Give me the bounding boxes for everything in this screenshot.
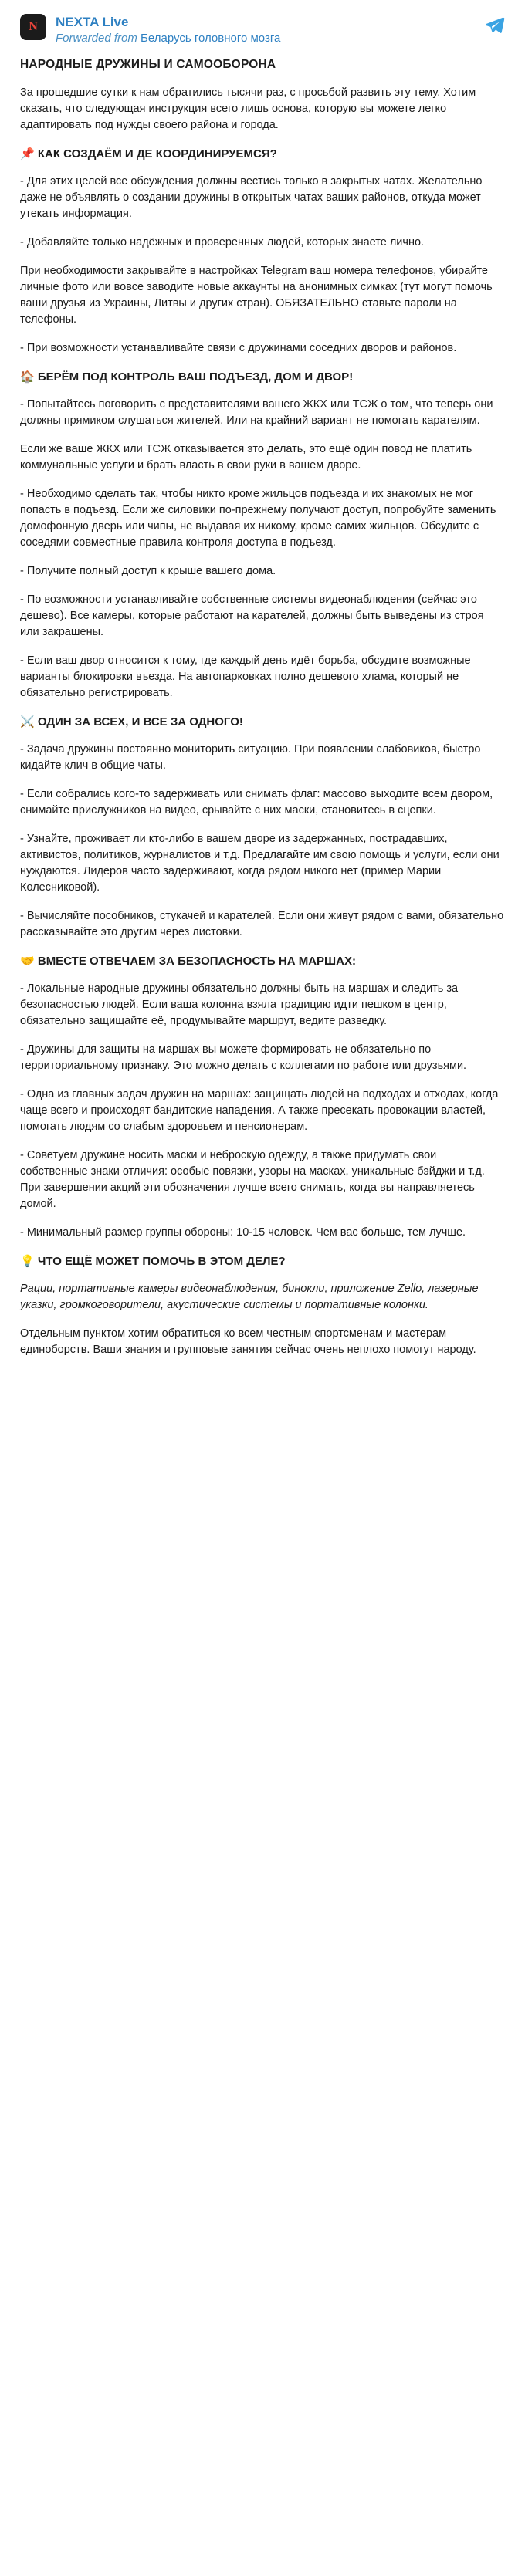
section-control-entrance	[20, 369, 505, 701]
handshake-icon: 🤝	[20, 955, 35, 968]
section-heading	[20, 369, 505, 385]
section-heading	[20, 1253, 505, 1269]
paragraph: - Дружины для защиты на маршах вы можете формировать не обязательно по территориальному признаку. Это можно делать с коллегами по работе или друзьями.	[20, 1043, 467, 1072]
avatar	[20, 14, 46, 40]
paragraph: - Минимальный размер группы обороны: 10-15 человек. Чем вас больше, тем лучше.	[20, 1226, 466, 1239]
section-heading-text: КАК СОЗДАЁМ И ДЕ КООРДИНИРУЕМСЯ?	[37, 147, 277, 161]
paragraph: - Задача дружины постоянно мониторить ситуацию. При появлении слабовиков, быстро кидайте клич в общие чаты.	[20, 743, 481, 772]
post-header	[20, 14, 505, 46]
paragraph: - Получите полный доступ к крыше вашего дома.	[20, 565, 276, 577]
paragraph: - Вычисляйте пособников, стукачей и карателей. Если они живут рядом с вами, обязательно рассказывайте это другим через листовки.	[20, 910, 504, 938]
section-march-safety	[20, 953, 505, 1241]
house-icon: 🏠	[20, 370, 35, 384]
intro-paragraph: За прошедшие сутки к нам обратились тысячи раз, с просьбой развить эту тему. Хотим сказать, что следующая инструкция всего лишь основа, которую вы можете легко адаптировать под нужды своего района и города.	[20, 86, 476, 131]
section-heading-text: БЕРЁМ ПОД КОНТРОЛЬ ВАШ ПОДЪЕЗД, ДОМ И ДВОР!	[37, 370, 354, 384]
section-one-for-all	[20, 714, 505, 941]
section-what-else-helps	[20, 1253, 505, 1358]
forwarded-source[interactable]: Беларусь головного мозга	[141, 32, 281, 45]
avatar-logo-mark: N	[29, 20, 38, 33]
page-title: НАРОДНЫЕ ДРУЖИНЫ И САМООБОРОНА	[20, 58, 276, 71]
paragraph: - Если собрались кого-то задерживать или снимать флаг: массово выходите всем двором, снимайте прислужников на видео, срывайте с них маски, становитесь в сцепки.	[20, 788, 493, 816]
closing-paragraph: Отдельным пунктом хотим обратиться ко всем честным спортсменам и мастерам единоборств. Ваши знания и групповые занятия сейчас очень неплохо помогут народу.	[20, 1327, 476, 1356]
paragraph: - Попытайтесь поговорить с представителями вашего ЖКХ или ТСЖ о том, что теперь они должны прямиком слушаться жителей. Или на крайний вариант не помогать карателям.	[20, 398, 493, 427]
section-heading-text: ЧТО ЕЩЁ МОЖЕТ ПОМОЧЬ В ЭТОМ ДЕЛЕ?	[37, 1255, 286, 1268]
section-heading	[20, 714, 505, 730]
paragraph: - При возможности устанавливайте связи с дружинами соседних дворов и районов.	[20, 342, 457, 354]
lightbulb-icon: 💡	[20, 1255, 35, 1268]
crossed-swords-icon: ⚔️	[20, 715, 35, 729]
paragraph: - Советуем дружине носить маски и неброскую одежду, а также придумать свои собственные знаки отличия: особые повязки, узоры на масках, уникальные бэйджи и т.д. При завершении акций эти обозначения лучше всего снимать, когда вы направляетесь домой.	[20, 1149, 485, 1210]
paragraph: При необходимости закрывайте в настройках Telegram ваш номера телефонов, убирайте личные фото или вовсе заводите новые аккаунты на анонимных симках (тут могут помочь ваши друзья из Украины, Литвы и других стран). ОБЯЗАТЕЛЬНО ставьте пароли на телефоны.	[20, 265, 493, 326]
section-heading-text: ОДИН ЗА ВСЕХ, И ВСЕ ЗА ОДНОГО!	[37, 715, 243, 729]
pin-icon: 📌	[20, 147, 35, 161]
paragraph: - Добавляйте только надёжных и проверенных людей, которых знаете лично.	[20, 236, 425, 248]
forwarded-line	[56, 31, 476, 46]
paragraph: - Локальные народные дружины обязательно должны быть на маршах и следить за безопасностью людей. Если ваша колонна взяла традицию идти пешком в центр, обязательно защищайте её, продумывайте маршрут, ведите разведку.	[20, 982, 459, 1027]
section-heading-text: ВМЕСТЕ ОТВЕЧАЕМ ЗА БЕЗОПАСНОСТЬ НА МАРШАХ:	[37, 955, 356, 968]
header-text-block	[56, 14, 476, 46]
paragraph: - Узнайте, проживает ли кто-либо в вашем дворе из задержанных, пострадавших, активистов, политиков, журналистов и т.д. Предлагайте им свою помощь и услуги, если они нуждаются. Лидеров часто задерживают, когда рядом никого нет (пример Марии Колесниковой).	[20, 833, 500, 894]
paragraph: Если же ваше ЖКХ или ТСЖ отказывается это делать, это ещё один повод не платить коммунальные услуги и брать власть в свои руки в вашем дворе.	[20, 443, 472, 472]
paragraph: - Необходимо сделать так, чтобы никто кроме жильцов подъезда и их знакомых не мог попасть в подъезд. Если же силовики по-прежнему получают доступ, попробуйте заменить домофонную дверь или чипы, не выдавая их никому, кроме самих жильцов. Обсудите с соседями совместные правила контроля доступа в подъезд.	[20, 488, 496, 549]
paragraph: - Для этих целей все обсуждения должны вестись только в закрытых чатах. Желательно даже не объявлять о создании дружины в открытых чатах ваших районов, откуда может утекать информация.	[20, 175, 483, 220]
equipment-note: Рации, портативные камеры видеонаблюдения, бинокли, приложение Zello, лазерные указки, громкоговорители, акустические системы и портативные колонки.	[20, 1283, 479, 1311]
paragraph: - По возможности устанавливайте собственные системы видеонаблюдения (сейчас это дешево). Все камеры, которые работают на карателей, должны быть выведены из строя или закрашены.	[20, 593, 484, 638]
paragraph: - Одна из главных задач дружин на маршах: защищать людей на подходах и отходах, когда чаще всего и происходят бандитские нападения. А также пресекать провокации властей, помогать людям со слабым здоровьем и пенсионерам.	[20, 1088, 499, 1133]
paragraph: - Если ваш двор относится к тому, где каждый день идёт борьба, обсудите возможные варианты блокировки въезда. На автопарковках полно дешевого хлама, который не обязательно регистрировать.	[20, 654, 471, 699]
section-heading	[20, 146, 505, 162]
section-how-to-create	[20, 146, 505, 357]
channel-name[interactable]: NEXTA Live	[56, 15, 129, 29]
telegram-plane-icon[interactable]	[485, 15, 505, 35]
section-heading	[20, 953, 505, 969]
forwarded-label: Forwarded from	[56, 32, 137, 45]
